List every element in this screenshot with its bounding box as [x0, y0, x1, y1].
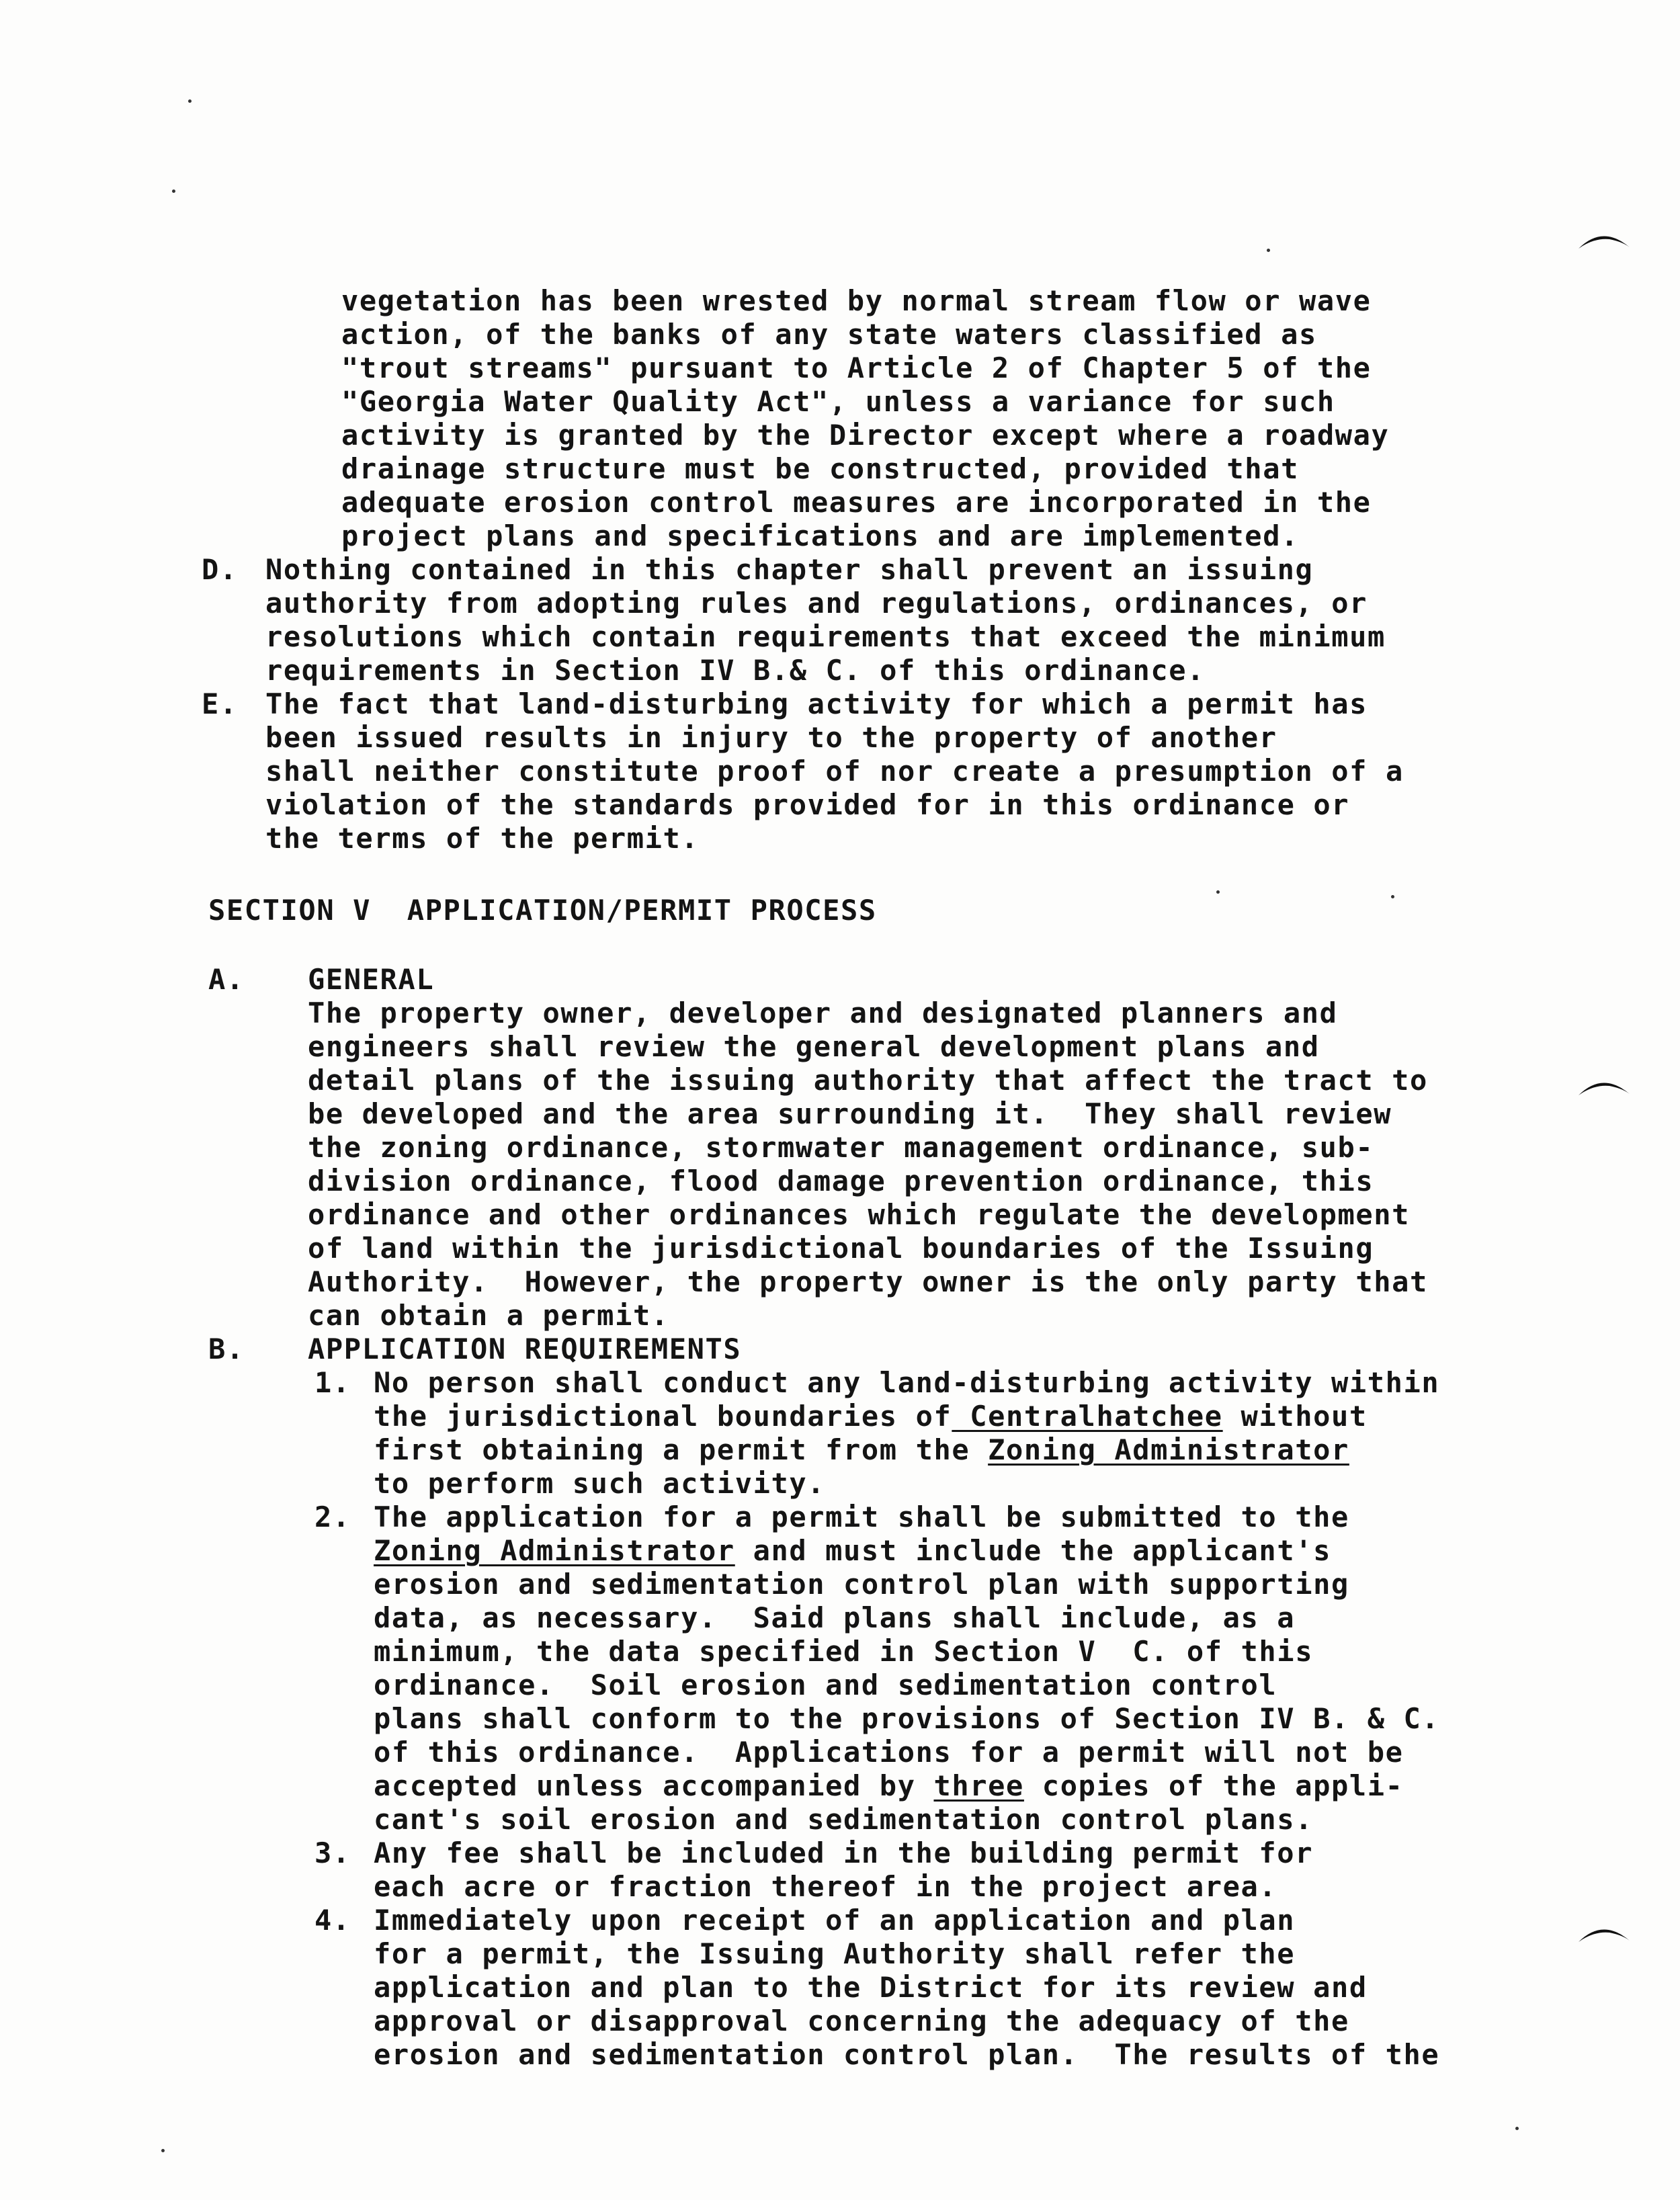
item-d-line-3: resolutions which contain requirements that exceed the minimum [265, 620, 1386, 653]
item-2-line-8: of this ordinance. Applications for a permit will not be [374, 1736, 1404, 1769]
section-heading: SECTION V APPLICATION/PERMIT PROCESS [208, 894, 877, 927]
item-2-line-2-tail: and must include the applicant's [734, 1534, 1331, 1567]
item-2-line-3: erosion and sedimentation control plan with supporting [374, 1568, 1349, 1601]
copies-count: three [933, 1769, 1024, 1802]
item-e-line-1: The fact that land-disturbing activity for which a permit has [265, 687, 1368, 720]
item-1-line-3-text: first obtaining a permit from the [374, 1433, 989, 1466]
item-1-line-1: No person shall conduct any land-disturbing activity within [374, 1366, 1440, 1399]
scan-speck [1216, 890, 1220, 894]
subsection-a-line-1: The property owner, developer and designated planners and [308, 997, 1338, 1029]
item-4-line-1: Immediately upon receipt of an application and plan [374, 1904, 1296, 1937]
item-e-line-2: been issued results in injury to the property of another [265, 721, 1277, 754]
item-e-marker: E. [202, 687, 238, 720]
punch-hole-mark-middle [1576, 1075, 1632, 1098]
item-4-line-3: application and plan to the District for its review and [374, 1971, 1368, 2004]
subsection-a-line-8: of land within the jurisdictional boundaries of the Issuing [308, 1232, 1374, 1265]
item-e-line-5: the terms of the permit. [265, 822, 700, 855]
subsection-a-line-9: Authority. However, the property owner is the only party that [308, 1265, 1428, 1298]
zoning-administrator-ref: Zoning Administrator [988, 1433, 1349, 1466]
subsection-a-line-2: engineers shall review the general development plans and [308, 1030, 1320, 1063]
item-1-line-3 [374, 1433, 1349, 1467]
item-1-line-2 [374, 1400, 1368, 1433]
subsection-b-marker: B. [208, 1332, 245, 1365]
item-e-line-4: violation of the standards provided for in this ordinance or [265, 788, 1350, 821]
scan-speck [1391, 895, 1394, 898]
continuation-line-2: action, of the banks of any state waters classified as [341, 318, 1317, 351]
scan-speck [161, 2149, 165, 2152]
item-3-number: 3. [314, 1836, 351, 1869]
continuation-line-1: vegetation has been wrested by normal stream flow or wave [341, 284, 1372, 317]
subsection-a-marker: A. [208, 963, 245, 996]
continuation-line-6: drainage structure must be constructed, provided that [341, 452, 1299, 485]
item-2-line-4: data, as necessary. Said plans shall include, as a [374, 1601, 1296, 1634]
item-2-line-7: plans shall conform to the provisions of Section IV B. & C. [374, 1702, 1440, 1735]
item-1-line-4: to perform such activity. [374, 1467, 826, 1500]
continuation-line-5: activity is granted by the Director except where a roadway [341, 419, 1390, 452]
subsection-b-title: APPLICATION REQUIREMENTS [308, 1332, 742, 1365]
subsection-a-title: GENERAL [308, 963, 435, 996]
item-2-line-9-text: accepted unless accompanied by [374, 1769, 934, 1802]
subsection-a-line-4: be developed and the area surrounding it. They shall review [308, 1097, 1392, 1130]
punch-hole-mark-bottom [1576, 1922, 1632, 1945]
item-1-line-2-text: the jurisdictional boundaries of [374, 1400, 952, 1433]
continuation-line-3: "trout streams" pursuant to Article 2 of Chapter 5 of the [341, 351, 1372, 384]
subsection-a-line-7: ordinance and other ordinances which regulate the development [308, 1198, 1411, 1231]
subsection-a-line-3: detail plans of the issuing authority that affect the tract to [308, 1064, 1428, 1097]
subsection-a-line-10: can obtain a permit. [308, 1299, 669, 1332]
scan-speck [172, 189, 175, 193]
item-4-line-2: for a permit, the Issuing Authority shall refer the [374, 1937, 1296, 1970]
item-d-line-4: requirements in Section IV B.& C. of this ordinance. [265, 654, 1206, 687]
item-2-number: 2. [314, 1500, 351, 1533]
item-4-number: 4. [314, 1904, 351, 1937]
item-2-line-6: ordinance. Soil erosion and sedimentation control [374, 1668, 1277, 1701]
item-d-line-2: authority from adopting rules and regulations, ordinances, or [265, 587, 1368, 620]
item-2-line-9-tail: copies of the appli- [1023, 1769, 1404, 1802]
item-2-line-2 [374, 1534, 1331, 1568]
item-d-marker: D. [202, 553, 238, 586]
zoning-administrator-ref: Zoning Administrator [374, 1534, 735, 1567]
item-2-line-1: The application for a permit shall be submitted to the [374, 1500, 1349, 1533]
item-4-line-5: erosion and sedimentation control plan. The results of the [374, 2038, 1440, 2071]
item-1-line-2-tail: without [1222, 1400, 1368, 1433]
scan-speck [1515, 2127, 1519, 2130]
item-2-line-5: minimum, the data specified in Section V C. of this [374, 1635, 1314, 1668]
continuation-line-4: "Georgia Water Quality Act", unless a variance for such [341, 385, 1335, 418]
punch-hole-mark-top [1576, 228, 1632, 251]
subsection-a-line-5: the zoning ordinance, stormwater management ordinance, sub- [308, 1131, 1374, 1164]
continuation-line-7: adequate erosion control measures are incorporated in the [341, 486, 1372, 519]
item-3-line-2: each acre or fraction thereof in the project area. [374, 1870, 1277, 1903]
item-1-number: 1. [314, 1366, 351, 1399]
item-e-line-3: shall neither constitute proof of nor create a presumption of a [265, 755, 1404, 788]
scan-speck [1267, 249, 1270, 252]
item-3-line-1: Any fee shall be included in the building permit for [374, 1836, 1314, 1869]
item-2-line-9 [374, 1769, 1404, 1803]
item-2-line-10: cant's soil erosion and sedimentation control plans. [374, 1803, 1314, 1836]
continuation-line-8: project plans and specifications and are implemented. [341, 519, 1299, 552]
scan-speck [188, 99, 192, 103]
jurisdiction-name: Centralhatchee [952, 1400, 1223, 1433]
item-d-line-1: Nothing contained in this chapter shall prevent an issuing [265, 553, 1314, 586]
subsection-a-line-6: division ordinance, flood damage prevention ordinance, this [308, 1165, 1374, 1197]
item-4-line-4: approval or disapproval concerning the adequacy of the [374, 2004, 1349, 2037]
